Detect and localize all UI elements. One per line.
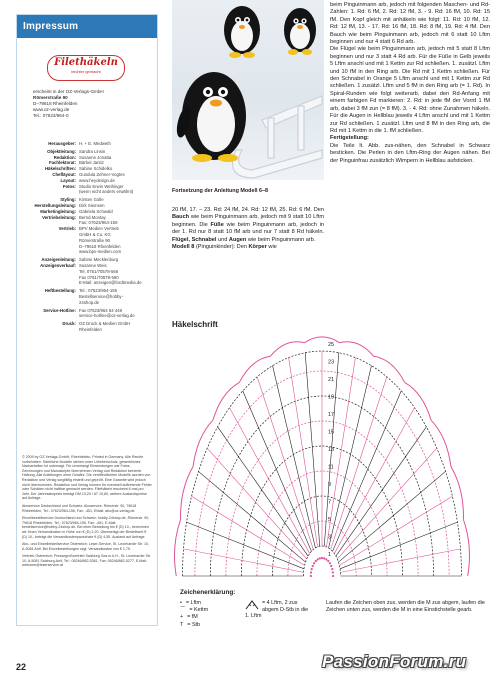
diagram-chain-dot <box>319 557 321 559</box>
diagram-scallop <box>463 520 469 576</box>
credit-row <box>21 226 155 255</box>
credit-row <box>21 308 155 320</box>
diagram-chain-dot <box>310 571 312 573</box>
diagram-chain-dot <box>313 562 315 564</box>
diagram-scallop <box>175 520 181 576</box>
credit-row <box>21 321 155 333</box>
legend-label: = Stb <box>187 621 201 628</box>
legend-item <box>180 607 208 614</box>
filethaekeln-logo <box>47 55 125 81</box>
legend-list <box>180 600 208 629</box>
credit-value: Gabriela Schwald <box>79 208 113 214</box>
legal-paragraph: © 2009 by OZ-Verlags-GmbH, Rheinfelden. Printed in Germany. Alle Rechte vorbehalten. Sämtliche Modelle stehen unter Urheberschutz, gewerbliches Nacharbeiten ist untersagt. Für unverlangt Einsendungen wie Fotos, Zeichnungen und Manuskripte übernehmen Verlag und Redaktion keinerlei Haftung. Alle Anleitungen ohne Gewähr. Die veröffentlichten Modelle wurden von Redaktion und Verlag sorgfältig erstellt und geprüft. Eine Garantie wird jedoch nicht übernommen. Redaktion und Verlag können für eventuell auftretende Fehler oder Schäden nicht haftbar gemacht werden. Filethäkeln erscheint 6 mal pro Jahr. Der Jahresabopreis beträgt DM 13,20 / AT 19,80, weitere Auslandspreise auf Anfrage. <box>22 455 152 501</box>
crochet-diagram <box>172 332 484 582</box>
legal-paragraph: Abo- und Einzelbestellservice Österreich: Leser-Service, St. Leonharder Str. 10, A-5081 Anif. Bei Einzelbestellungen zzgl. Versandkosten von € 1,75. <box>22 542 150 551</box>
credit-key: Herstellungsleitung: <box>34 202 76 208</box>
logo-name: Filethäkeln <box>54 57 118 68</box>
diagram-spoke <box>337 448 436 559</box>
instructions-column-left <box>172 207 324 251</box>
double-crochet-symbol: T <box>180 621 184 628</box>
chain-symbol: • <box>180 600 182 606</box>
cluster-symbol-icon <box>245 600 259 610</box>
diagram-round-label: 21 <box>328 377 335 383</box>
credit-value: H. + E. Medweth <box>79 141 111 146</box>
diagram-chain-dot <box>331 568 333 570</box>
diagram-chain-dot <box>327 560 329 562</box>
watermark: PassionForum.ru <box>322 652 467 671</box>
single-crochet-symbol: + <box>180 614 184 621</box>
slipstitch-symbol: ⌒ <box>180 607 186 614</box>
credit-key: Service-Hotline: <box>43 307 76 313</box>
legal-paragraph: Aboservice Deutschland und Schweiz: Aboservice, Römerstr. 90, 79618 Rheinfelden, Tel.: 07623/964-156, Fax: -451, EMail: abo@oz-verlag.de <box>22 503 137 513</box>
credit-key: Objektleitung: <box>47 148 76 154</box>
publisher-line: D–79618 Rheinfelden <box>33 101 78 106</box>
diagram-scallop <box>405 383 431 421</box>
diagram-round-label: 5 <box>328 517 332 523</box>
diagram-round-label: 11 <box>328 464 334 471</box>
diagram-chain-dot <box>325 558 327 560</box>
diagram-title: Häkelschrift <box>172 320 218 329</box>
diagram-chain-dot <box>310 575 312 577</box>
credit-key: Vertrieb: <box>58 226 76 232</box>
diagram-scallop <box>304 337 339 343</box>
legend-item <box>180 622 208 629</box>
credit-key: Fotos: <box>62 183 76 189</box>
credit-value: Bernd Montay Fax: 07623/964-159 <box>79 214 118 226</box>
legal-paragraph: Vertrieb Österreich: Pressegroßvertrieb Salzburg Ges.m.b.H., St. Leonharder Str. 10, A-5081 Salzburg-Anif, Tel.: 06246/882-5381, Fax: 06246/882-5277, E-Mail: welcome@leserservice.at <box>22 554 152 568</box>
credit-row <box>21 288 155 305</box>
text-run-bold: Füße <box>210 221 224 228</box>
credit-value: Dirk Siemsen <box>79 202 105 208</box>
credit-value: Bärbel Janitz <box>79 160 104 166</box>
crochet-chart-svg <box>172 332 484 582</box>
credit-value: Tel.: 07623/964-155 Bestellservice@hobby- 24shop.de <box>79 288 124 305</box>
instruction-paragraph: beim Pinguinmann arb, jedoch mit folgenden Maschen- und Rd-Zahlen: 1. Rd: 6 fM, 2. Rd: 12 fM, 3. - 9. Rd: 16 fM, 10. Rd: 15 fM. Den Kopf gleich mit anhäkeln wie folgt: 11. Rd: 10 fM, 12. Rd: 12 fM, 13. - 17. Rd: 16 fM, 18. Rd: 8 fM, 19. Rd: 4 fM. Den Bauch wie beim Pinguinmann arb, jedoch mit 6 statt 10 Lftm beginnen und nur 4 statt 6 Rd arb. <box>330 2 490 46</box>
credit-value: Sabine Schidelko <box>79 166 113 172</box>
text-run: 20 fM, 17. – 23. Rd: 24 fM, 24. Rd: 12 fM, 25. Rd: 6 fM. Den <box>172 207 324 213</box>
credit-key: Styling: <box>60 197 76 203</box>
diagram-round-label: 9 <box>328 482 332 488</box>
diagram-round-label: 3 <box>328 534 332 541</box>
text-run: wie beim Pinguinmann arb. <box>246 236 316 243</box>
diagram-chain-dot <box>317 558 319 560</box>
text-run-bold: Modell 8 <box>172 244 195 251</box>
impressum-title: Impressum <box>17 15 157 38</box>
credit-key: Marketingleitung: <box>40 208 76 214</box>
text-run: wie beim Pinguinmann arb, jedoch in der 1. Rd nur 8 statt 10 fM arb und nur 7 statt 8 Rd häkeln. <box>172 221 324 236</box>
photo-caption: Fortsetzung der Anleitung Modell 6–8 <box>172 188 268 194</box>
diagram-scallop <box>239 356 270 382</box>
diagram-chain-dot <box>330 565 332 567</box>
diagram-scallop <box>451 467 463 520</box>
credit-row <box>21 263 155 286</box>
diagram-spoke <box>333 391 402 551</box>
legend-note-text: = 4 Lftm, 2 zus abgem D-Stb in die 1. Lftm <box>245 600 309 620</box>
big-penguin <box>174 72 246 162</box>
diagram-round-label: 1 <box>328 552 332 558</box>
diagram-chain-dot <box>321 557 323 559</box>
text-run: wie beim Pinguinmann arb, jedoch mit 9 statt 10 Lftm beginnen. Die <box>172 214 324 228</box>
publisher-line: Tel.: 07623/964-0 <box>33 113 69 118</box>
small-penguin-top <box>224 6 260 58</box>
impressum-box <box>16 14 158 626</box>
credit-key: Anzeigenverkauf: <box>40 262 76 268</box>
credits-list <box>21 141 155 333</box>
instruction-paragraph: Die Teile lt. Abb. zus-nähen, den Schnabel in Schwarz besticken. Die Perlen in den Lftm-Ring der Augen nähen. Bei der Pinguinfrau zusätzlich Wimpern in Hellblau aufsticken. <box>330 142 490 164</box>
instructions-column-right <box>330 2 490 165</box>
diagram-chain-dot <box>329 562 331 564</box>
diagram-spoke <box>340 549 460 573</box>
credit-key: Layout: <box>60 177 76 183</box>
diagram-round-label: 23 <box>328 359 335 366</box>
instruction-paragraph: Die Flügel wie beim Pinguinmann arb, jedoch mit 5 statt 8 Lftm beginnen und nur 3 statt 4 Rd arb. Für die Füße in Gelb jeweils 5 Lftm anschl und mit 1 Kettm zur Rd schließen. 1. zusätzl. Lftm und 10 fM in den Ring arb. Die Rd mit 1 Kettm schließen. Für den Schnabel in Orange 5 Lftm anschl und mit 1 Kettm zur Rd schließen. 1 zusätzl. Lftm und 5 fM in den Ring arb (= 1. Rd). In Spiral-Runden wie folgt weiterarb, dabei den Rd-Anfang mit einem farbigen Fd markieren: 2. Rd: in jede fM der Vorrd 1 fM arb, dabei 3 fM zun (= 8 fM). 3. - 4. Rd: ohne Zunahmen häkeln. Für die Augen in Hellblau jeweils 4 Lftm anschl und mit 1 Kettm zur Rd schließen. 1 zusätzl. Lftm und 8 fM in den Ring arb, die Rd mit 1 Kettm in die 1. fM schließen. <box>330 46 490 134</box>
credit-row <box>21 141 155 147</box>
diagram-scallop <box>431 420 451 467</box>
credit-value: Gundula Zehner-Vogtes <box>79 171 125 177</box>
diagram-spoke <box>243 391 312 551</box>
diagram-spoke <box>184 549 304 573</box>
logo-tagline: leichter gemacht <box>71 69 101 74</box>
diagram-chain-dot <box>332 571 334 573</box>
diagram-scallop <box>193 420 213 467</box>
diagram-chain-dot <box>332 575 334 577</box>
credit-value: Studio Erwin Weihinger (wenn nicht anders erwähnt) <box>79 183 134 195</box>
credit-value: Sandra Linsin <box>79 148 106 154</box>
credit-key: Heftbestellung: <box>44 288 76 294</box>
small-penguin-right <box>284 8 316 55</box>
credit-value: OZ Druck & Medien GmbH Rheinfelden <box>79 321 131 332</box>
diagram-round-label: 15 <box>328 429 335 436</box>
fertigstellung-heading: Fertigstellung: <box>330 135 369 142</box>
penguin-illustration <box>172 0 324 180</box>
penguin-photo <box>172 0 324 180</box>
legend-label: = Lftm <box>185 600 202 606</box>
diagram-chain-dot <box>311 568 313 570</box>
credit-value: Susanne Weis Tel. 0761/70578-566 Fax 0761/70578-560 E-Mail: anzeigen@fordtmedia.de <box>79 262 142 286</box>
text-run: (Pinguinkinder): Den <box>194 244 249 251</box>
diagram-round <box>303 546 340 576</box>
credit-key: Redaktion: <box>53 154 76 160</box>
credit-key: Anzeigenleitung: <box>41 257 76 263</box>
diagram-round-label: 19 <box>328 394 335 401</box>
credit-value: Susanne Jonatta <box>79 154 112 160</box>
diagram-round-label: 7 <box>328 499 332 506</box>
legal-text <box>22 455 152 571</box>
diagram-round-label: 13 <box>328 447 335 453</box>
diagram-chain-dot <box>315 560 317 562</box>
text-run: und <box>216 236 229 243</box>
text-run-bold: Bauch <box>172 214 190 221</box>
diagram-scallop <box>213 383 239 421</box>
diagram-scallop <box>181 467 193 520</box>
legend-title: Zeichenerklärung: <box>180 589 236 596</box>
publisher-line: www.oz-verlag.de <box>33 107 70 112</box>
legend-item <box>180 614 208 621</box>
credit-key: Herausgeber: <box>48 141 76 146</box>
diagram-chain-dot <box>312 565 314 567</box>
credit-row <box>21 184 155 196</box>
diagram-round-label: 25 <box>328 342 335 348</box>
credit-key: Chefläyout: <box>52 171 76 177</box>
diagram-spoke <box>207 448 306 559</box>
diagram-chain-dot <box>323 557 325 559</box>
credit-value: www.heydesign.de <box>79 177 115 183</box>
legend-note <box>245 600 313 620</box>
credit-key: Häkelschriften: <box>44 166 76 172</box>
text-run-bold: Augen <box>228 236 247 243</box>
credit-value: BPV Medien Vertrieb GmbH & Co. KG Römerstraße 90 D–79618 Rheinfelden www.bpv-medien.com <box>79 226 122 255</box>
page-number: 22 <box>16 662 27 672</box>
reading-note: Laufen die Zeichen oben zus, werden die M zus abgem, laufen die Zeichen unten zus, werden die M in eine Einstichstelle gearb. <box>326 600 485 613</box>
legend-label: = Kettm <box>189 607 209 614</box>
legal-paragraph: Einzelbestellservice Deutschland und Schweiz: hobby-24shop.de, Römerstr. 90, 79618 Rheinfelden, Tel.: 07623/964-155, Fax: -451, E-Mail: bestellservice@hobby-24shop.de. Bei einer Bestellung bis € (D) 10,- berechnen wir Ihnen Versandkosten in Höhe von € (D) 2,20. Überweisgt der Bestellwert € (D) 10,- beträgt die Versandkostenpauschale € (D) 4,55. Ausland auf Anfrage. <box>22 516 150 539</box>
credit-value: Sabine Mecklenburg <box>79 257 119 263</box>
credit-key: Vertriebsleitung: <box>42 214 76 220</box>
credit-row <box>21 215 155 227</box>
text-run: wie <box>266 244 277 251</box>
credit-value: Kirsten Golle <box>79 197 104 203</box>
text-run-bold: Körper <box>248 244 267 251</box>
publisher-line: erscheint in der OZ-Verlags-GmbH <box>33 89 104 94</box>
diagram-spoke <box>305 353 320 547</box>
credit-key: Druck: <box>62 321 76 327</box>
credit-value: Fax 07623/964 64 449 service-hotline@oz-verlag.de <box>79 307 135 319</box>
publisher-info <box>33 89 145 119</box>
legend-label: = fM <box>187 614 198 621</box>
publisher-line: Römerstraße 90 <box>33 95 68 100</box>
credit-key: Fachlektorat: <box>49 160 76 166</box>
diagram-round-label: 17 <box>328 412 335 418</box>
text-run-bold: Flügel, Schnabel <box>172 236 217 243</box>
